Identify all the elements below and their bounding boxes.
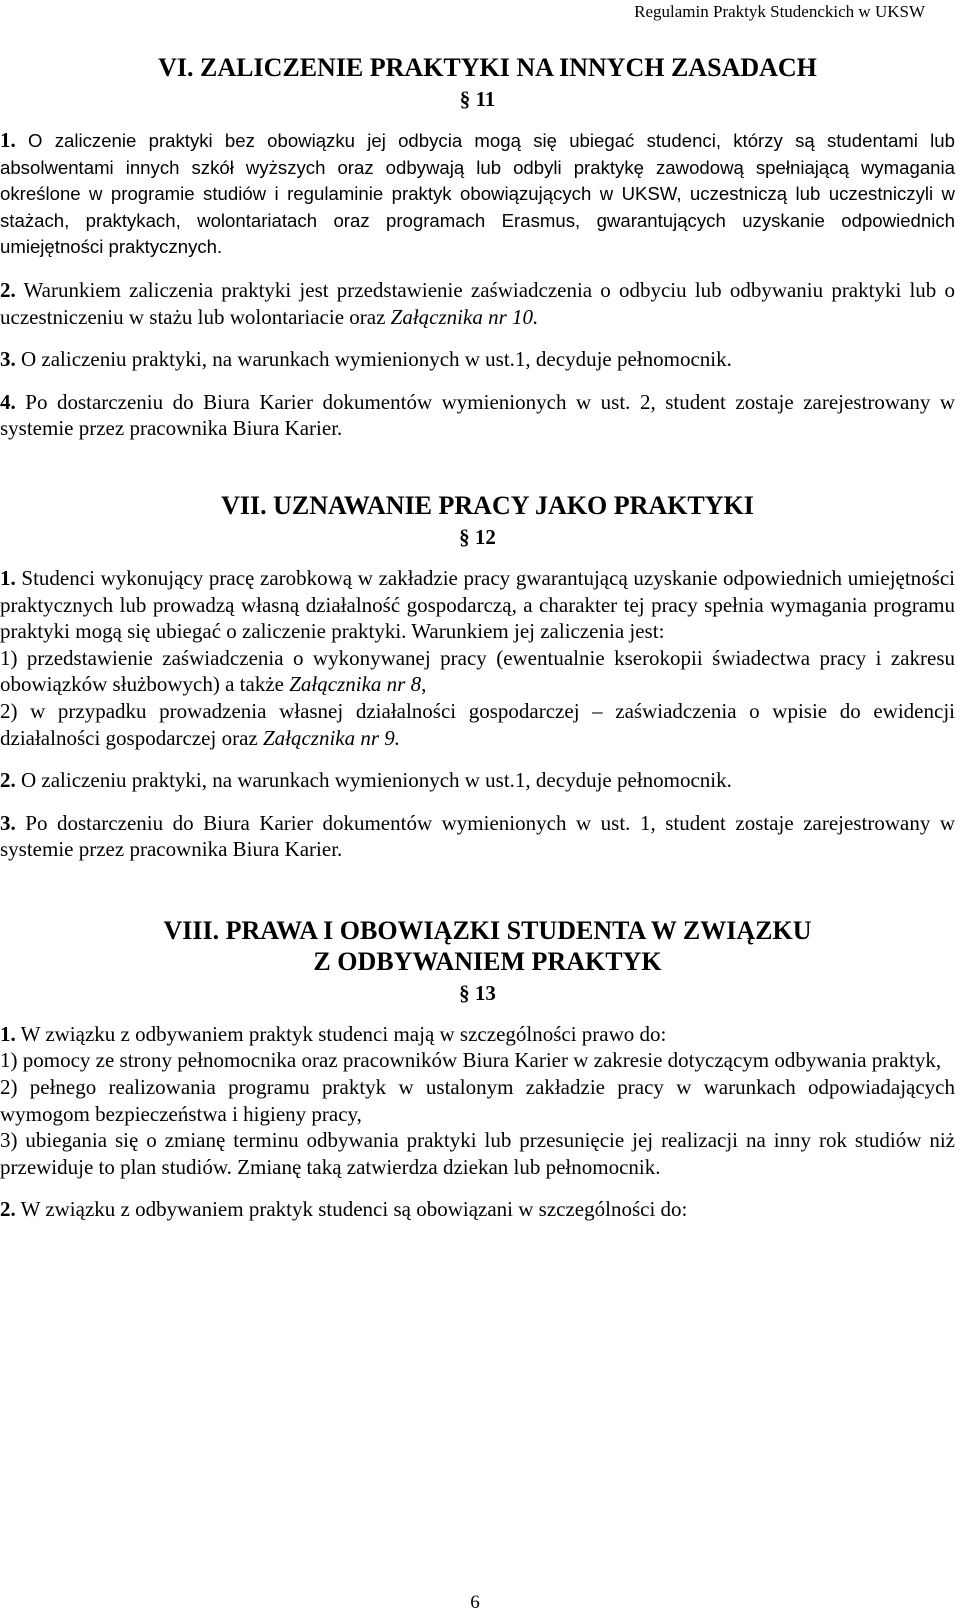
paragraph-sign-11: § 11 (459, 87, 496, 111)
item-text: Studenci wykonujący pracę zarobkową w zakładzie pracy gwarantującą uzyskanie odpowiednich umiejętności praktycznych lub prowadzą własną działalność gospodarczą, a charakter tej pracy spełnia wymagania programu praktyki mogą się ubiegać o zaliczenie praktyki. Warunkiem jej zaliczenia jest: (0, 565, 956, 644)
section-vii-title: VII. UZNAWANIE PRACY JAKO PRAKTYKI (221, 490, 754, 520)
item-text: Po dostarczeniu do Biura Karier dokumentów wymienionych w ust. 2, student zostaje zarejestrowany w systemie przez pracownika Biura Karier. (0, 389, 956, 441)
attachment-reference: Załącznika nr 8 (289, 672, 422, 697)
item-text: W związku z odbywaniem praktyk studenci są obowiązani w szczególności do: (20, 1197, 688, 1222)
document-body (0, 52, 955, 1223)
item-text: O zaliczeniu praktyki, na warunkach wymienionych w ust.1, decyduje pełnomocnik. (21, 768, 732, 793)
section-viii-title-line-1: VIII. PRAWA I OBOWIĄZKI STUDENTA W ZWIĄZKU (163, 915, 812, 945)
sub-item-1 (0, 645, 955, 698)
item-text: O zaliczeniu praktyki, na warunkach wymienionych w ust.1, decyduje pełnomocnik. (21, 347, 732, 372)
sub-item-1: 1) pomocy ze strony pełnomocnika oraz pracowników Biura Karier w zakresie dotyczącym odbywania praktyk, (0, 1048, 942, 1073)
section-viii-title-line-2: Z ODBYWANIEM PRAKTYK (313, 946, 662, 976)
sub-item-2 (0, 698, 955, 751)
attachment-reference: Załącznika nr 10. (390, 304, 539, 329)
running-header: Regulamin Praktyk Studenckich w UKSW (634, 2, 925, 21)
section-vi-item-1 (0, 127, 955, 261)
page-number: 6 (470, 1592, 480, 1613)
item-text: Warunkiem zaliczenia praktyki jest przedstawienie zaświadczenia o odbyciu lub odbywaniu praktyki lub o uczestniczeniu w stażu lub wolontariacie oraz (0, 277, 955, 329)
section-viii-item-1 (0, 1021, 955, 1181)
item-intro (0, 565, 955, 645)
section-vi-item-3 (0, 346, 955, 373)
section-vii-item-3 (0, 810, 955, 863)
item-number: 2. (0, 277, 16, 302)
section-viii-title (0, 915, 955, 977)
sub-item-text: 2) w przypadku prowadzenia własnej działalności gospodarczej – zaświadczenia o wpisie do ewidencji działalności gospodarczej oraz (0, 698, 955, 750)
item-text: O zaliczenie praktyki bez obowiązku jej odbycia mogą się ubiegać studenci, którzy są studentami lub absolwentami innych szkół wyższych oraz odbywają lub odbyli praktykę zawodową spełniającą wymagania określone w programie studiów i regulaminie praktyk obowiązujących w UKSW, uczestniczą lub uczestniczyli w stażach, praktykach, wolontariatach oraz programach Erasmus, gwarantujących uzyskanie odpowiednich umiejętności praktycznych. (0, 130, 955, 258)
section-viii-item-2 (0, 1196, 955, 1223)
item-number: 1. (0, 1021, 16, 1046)
attachment-reference: Załącznika nr 9. (262, 725, 401, 750)
item-number: 2. (0, 1197, 16, 1222)
section-vi-item-4 (0, 389, 955, 442)
sub-item-punctuation: , (421, 672, 427, 697)
sub-item-text: 1) przedstawienie zaświadczenia o wykonywanej pracy (ewentualnie kserokopii świadectwa pracy i zakresu obowiązków służbowych) a także (0, 645, 955, 697)
paragraph-sign-13: § 13 (459, 980, 496, 1005)
section-vii-item-1 (0, 565, 955, 751)
paragraph-sign-12: § 12 (459, 524, 496, 549)
item-intro (0, 1021, 955, 1048)
item-text: W związku z odbywaniem praktyk studenci mają w szczególności prawo do: (20, 1021, 667, 1046)
item-number: 2. (0, 768, 16, 793)
item-number: 4. (0, 389, 16, 414)
item-number: 1. (0, 565, 16, 590)
item-number: 3. (0, 810, 16, 835)
section-vi-title: VI. ZALICZENIE PRAKTYKI NA INNYCH ZASADACH (158, 53, 817, 82)
section-vii-item-2 (0, 767, 955, 794)
item-number: 1. (0, 128, 16, 152)
item-text: Po dostarczeniu do Biura Karier dokumentów wymienionych w ust. 1, student zostaje zarejestrowany w systemie przez pracownika Biura Karier. (0, 810, 956, 862)
item-number: 3. (0, 347, 16, 372)
sub-item-3: 3) ubiegania się o zmianę terminu odbywania praktyki lub przesunięcie jej realizacji na inny rok studiów niż przewiduje to plan studiów. Zmianę taką zatwierdza dziekan lub pełnomocnik. (0, 1128, 955, 1179)
sub-item-2: 2) pełnego realizowania programu praktyk w ustalonym zakładzie pracy w warunkach odpowiadających wymogom bezpieczeństwa i higieny pracy, (0, 1075, 955, 1126)
section-vi-item-2 (0, 277, 955, 330)
